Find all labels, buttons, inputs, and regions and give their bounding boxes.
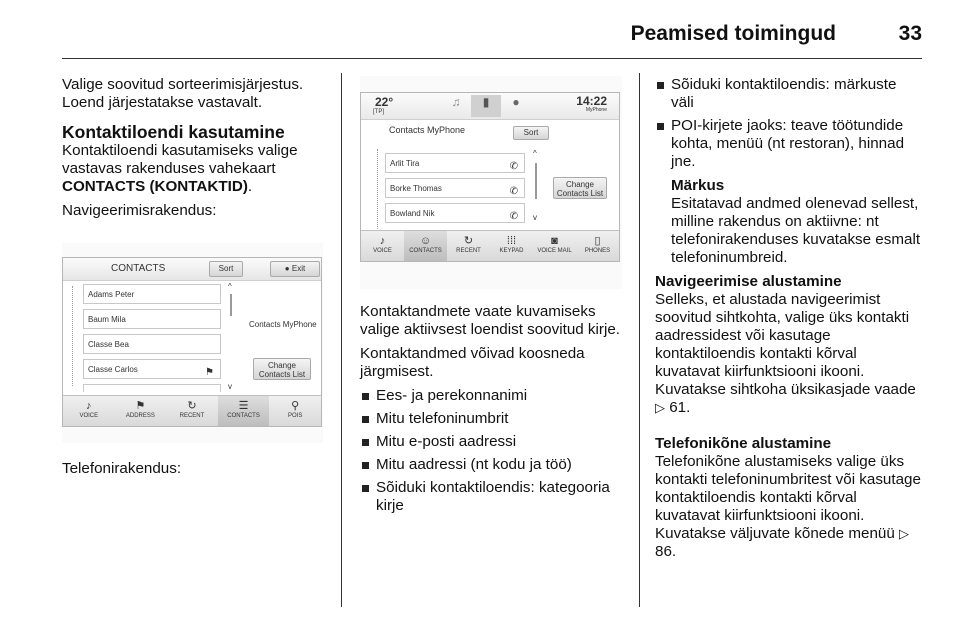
nav-item-label: ADDRESS <box>125 413 155 419</box>
nav-item-label: POIS <box>288 413 303 419</box>
list-item: Mitu telefoninumbrit <box>360 410 630 428</box>
nav-item-label: RECENT <box>456 248 481 254</box>
voice-icon: ♪ <box>86 400 92 412</box>
contact-name: Classe Carlos <box>88 365 138 374</box>
details-intro: Kontaktandmed võivad koosneda järgmisest. <box>360 345 585 380</box>
contacts-source-label: Contacts MyPhone <box>249 320 317 329</box>
nav-topbar <box>63 258 321 281</box>
details-list <box>360 387 630 515</box>
call-icon[interactable]: ✆ <box>509 161 518 172</box>
nav-item-label: VOICE <box>373 248 392 254</box>
recent-icon: ↻ <box>463 235 474 247</box>
nav-item-pois[interactable] <box>269 396 321 426</box>
contacts-tab-name: CONTACTS (KONTAKTID) <box>62 178 248 195</box>
list-item: POI-kirjete jaoks: teave töötundide kohta, menüü (nt restoran), hinnad jne. <box>655 117 923 171</box>
scroll-up-icon[interactable]: ^ <box>533 149 537 158</box>
contact-row[interactable]: Baum Mila <box>83 309 221 329</box>
navigation-start-text: Selleks, et alustada navigeerimist soovitud sihtkohta, valige üks kontakti aadressidest või kasutage kontaktiloendis kontakti kõrval kuvatavat kiirfunktsiooni ikooni. Kuvatakse sihtkoha üksikasjade vaade <box>655 291 916 398</box>
contact-row-partial <box>83 384 221 392</box>
call-icon[interactable]: ✆ <box>509 211 518 222</box>
contacts-icon: ☰ <box>238 400 249 412</box>
page-reference[interactable]: 86. <box>655 543 677 560</box>
call-start-heading: Telefonikõne alustamine <box>655 435 832 452</box>
scroll-up-icon[interactable]: ^ <box>228 282 232 291</box>
info-icon[interactable]: ● <box>512 95 520 109</box>
phone-screenshot <box>360 76 622 289</box>
column-divider-1 <box>341 73 342 607</box>
nav-item-voice[interactable] <box>63 396 115 426</box>
contact-name: Bowland Nik <box>390 209 435 218</box>
device-name: MyPhone <box>585 107 607 113</box>
nav-item-label: PHONES <box>584 248 611 254</box>
nav-item-address[interactable] <box>115 396 167 426</box>
column-1 <box>62 76 328 226</box>
details-list-continued <box>655 76 923 171</box>
navigation-start-paragraph <box>655 291 923 417</box>
nav-item-label: CONTACTS <box>409 248 442 254</box>
scroll-down-icon[interactable]: v <box>533 213 537 222</box>
voice-icon: ♪ <box>379 235 386 247</box>
call-icon[interactable]: ✆ <box>509 186 518 197</box>
app-tabs <box>441 95 531 117</box>
nav-item-recent[interactable] <box>447 231 490 261</box>
list-item: Ees- ja perekonnanimi <box>360 387 630 405</box>
sort-button[interactable]: Sort <box>513 126 549 140</box>
temperature: 22° <box>375 95 394 109</box>
exit-icon: ● <box>284 264 292 273</box>
phone-screen-title: Contacts MyPhone <box>389 125 466 135</box>
list-item: Mitu e-posti aadressi <box>360 433 630 451</box>
clock: 14:22 <box>576 94 607 108</box>
tp-indicator: [TP] <box>373 109 385 115</box>
contact-row[interactable] <box>385 203 525 223</box>
voicemail-icon: ◙ <box>551 235 558 247</box>
nav-item-contacts[interactable] <box>218 396 270 426</box>
phone-screen <box>360 92 620 262</box>
nav-item-label: VOICE MAIL <box>537 248 572 254</box>
contacts-text: Kontaktiloendi kasutamiseks valige vastavas rakenduses vahekaart <box>62 142 298 177</box>
page-reference[interactable]: 61. <box>669 399 691 416</box>
nav-screen-title: CONTACTS <box>111 263 166 274</box>
header-rule <box>62 58 922 59</box>
column-3 <box>655 76 923 567</box>
exit-label: Exit <box>291 264 306 273</box>
contact-name: Borke Thomas <box>390 184 442 193</box>
flag-icon[interactable]: ⚑ <box>205 367 214 378</box>
period: . <box>247 178 253 195</box>
phone-app-label: Telefonirakendus: <box>62 460 182 477</box>
flag-icon: ⚑ <box>135 400 146 412</box>
phone-statusbar <box>361 93 619 120</box>
recent-icon: ↻ <box>187 400 197 412</box>
page-number: 33 <box>898 22 922 45</box>
phone-app-caption <box>62 460 328 484</box>
contact-name: Arlit Tira <box>390 159 420 168</box>
nav-item-voice-mail[interactable] <box>533 231 576 261</box>
phones-icon: ▯ <box>594 235 601 247</box>
contacts-heading: Kontaktiloendi kasutamine <box>62 122 285 142</box>
nav-item-label: CONTACTS <box>227 413 260 419</box>
phone-bottom-bar <box>361 230 619 261</box>
sort-paragraph: Valige soovitud sorteerimisjärjestus. Loend järjestatakse vastavalt. <box>62 76 304 111</box>
nav-item-label: KEYPAD <box>499 248 524 254</box>
details-paragraph: Kontaktandmete vaate kuvamiseks valige aktiivsest loendist soovitud kirje. <box>360 303 620 338</box>
nav-bottom-bar <box>63 395 321 426</box>
note-block <box>671 177 923 267</box>
alphabet-index[interactable] <box>72 286 77 386</box>
poi-icon: ⚲ <box>291 400 300 412</box>
contact-row[interactable] <box>385 153 525 173</box>
page-header <box>62 18 922 58</box>
list-scrollbar[interactable] <box>533 149 539 225</box>
nav-item-recent[interactable] <box>166 396 218 426</box>
exit-button[interactable] <box>270 261 320 277</box>
contact-row[interactable] <box>385 178 525 198</box>
contacts-paragraph <box>62 142 328 196</box>
column-2 <box>360 303 630 521</box>
page-reference-icon: ▷ <box>899 526 910 541</box>
contact-row[interactable]: Adams Peter <box>83 284 221 304</box>
navigation-screen <box>62 257 322 427</box>
change-contacts-list-button[interactable]: Change Contacts List <box>553 177 607 199</box>
nav-item-voice[interactable] <box>361 231 404 261</box>
contact-row[interactable] <box>83 359 221 379</box>
call-start-text: Telefonikõne alustamiseks valige üks kontakti telefoninumbritest või kasutage kontaktiloendis kontakti kõrval kuvatavat kiirfunktsiooni ikooni. Kuvatakse väljuvate kõnede menüü <box>655 453 921 542</box>
nav-item-contacts[interactable] <box>404 231 447 261</box>
call-start-paragraph <box>655 453 923 561</box>
scroll-thumb[interactable] <box>535 163 537 199</box>
phone-icon[interactable]: ▮ <box>471 95 501 117</box>
note-title: Märkus <box>671 177 725 194</box>
contact-row[interactable]: Classe Bea <box>83 334 221 354</box>
nav-item-keypad[interactable] <box>490 231 533 261</box>
scroll-thumb[interactable] <box>230 294 232 316</box>
scroll-down-icon[interactable]: v <box>228 382 232 391</box>
list-item: Sõiduki kontaktiloendis: kategooria kirje <box>360 479 630 515</box>
list-item: Mitu aadressi (nt kodu ja töö) <box>360 456 630 474</box>
list-item: Sõiduki kontaktiloendis: märkuste väli <box>655 76 923 112</box>
alphabet-index[interactable] <box>377 149 382 229</box>
navigation-screenshot <box>62 243 323 443</box>
list-scrollbar[interactable] <box>228 282 234 392</box>
navigation-app-label: Navigeerimisrakendus: <box>62 202 217 219</box>
column-divider-2 <box>639 73 640 607</box>
contacts-icon: ☺ <box>419 235 432 247</box>
page-reference-icon: ▷ <box>655 400 665 415</box>
music-icon[interactable]: ♫ <box>451 95 461 109</box>
section-title: Peamised toimingud <box>630 22 836 45</box>
nav-item-label: RECENT <box>179 413 205 419</box>
change-contacts-list-button[interactable]: Change Contacts List <box>253 358 311 380</box>
nav-item-phones[interactable] <box>576 231 619 261</box>
nav-item-label: VOICE <box>79 413 99 419</box>
sort-button[interactable]: Sort <box>209 261 243 277</box>
note-text: Esitatavad andmed olenevad sellest, milline rakendus on aktiivne: nt telefonirakenduses kuvatakse esmalt telefoninumbreid. <box>671 195 921 266</box>
navigation-start-heading: Navigeerimise alustamine <box>655 273 842 290</box>
keypad-icon: ⁞⁞⁞ <box>506 235 517 247</box>
